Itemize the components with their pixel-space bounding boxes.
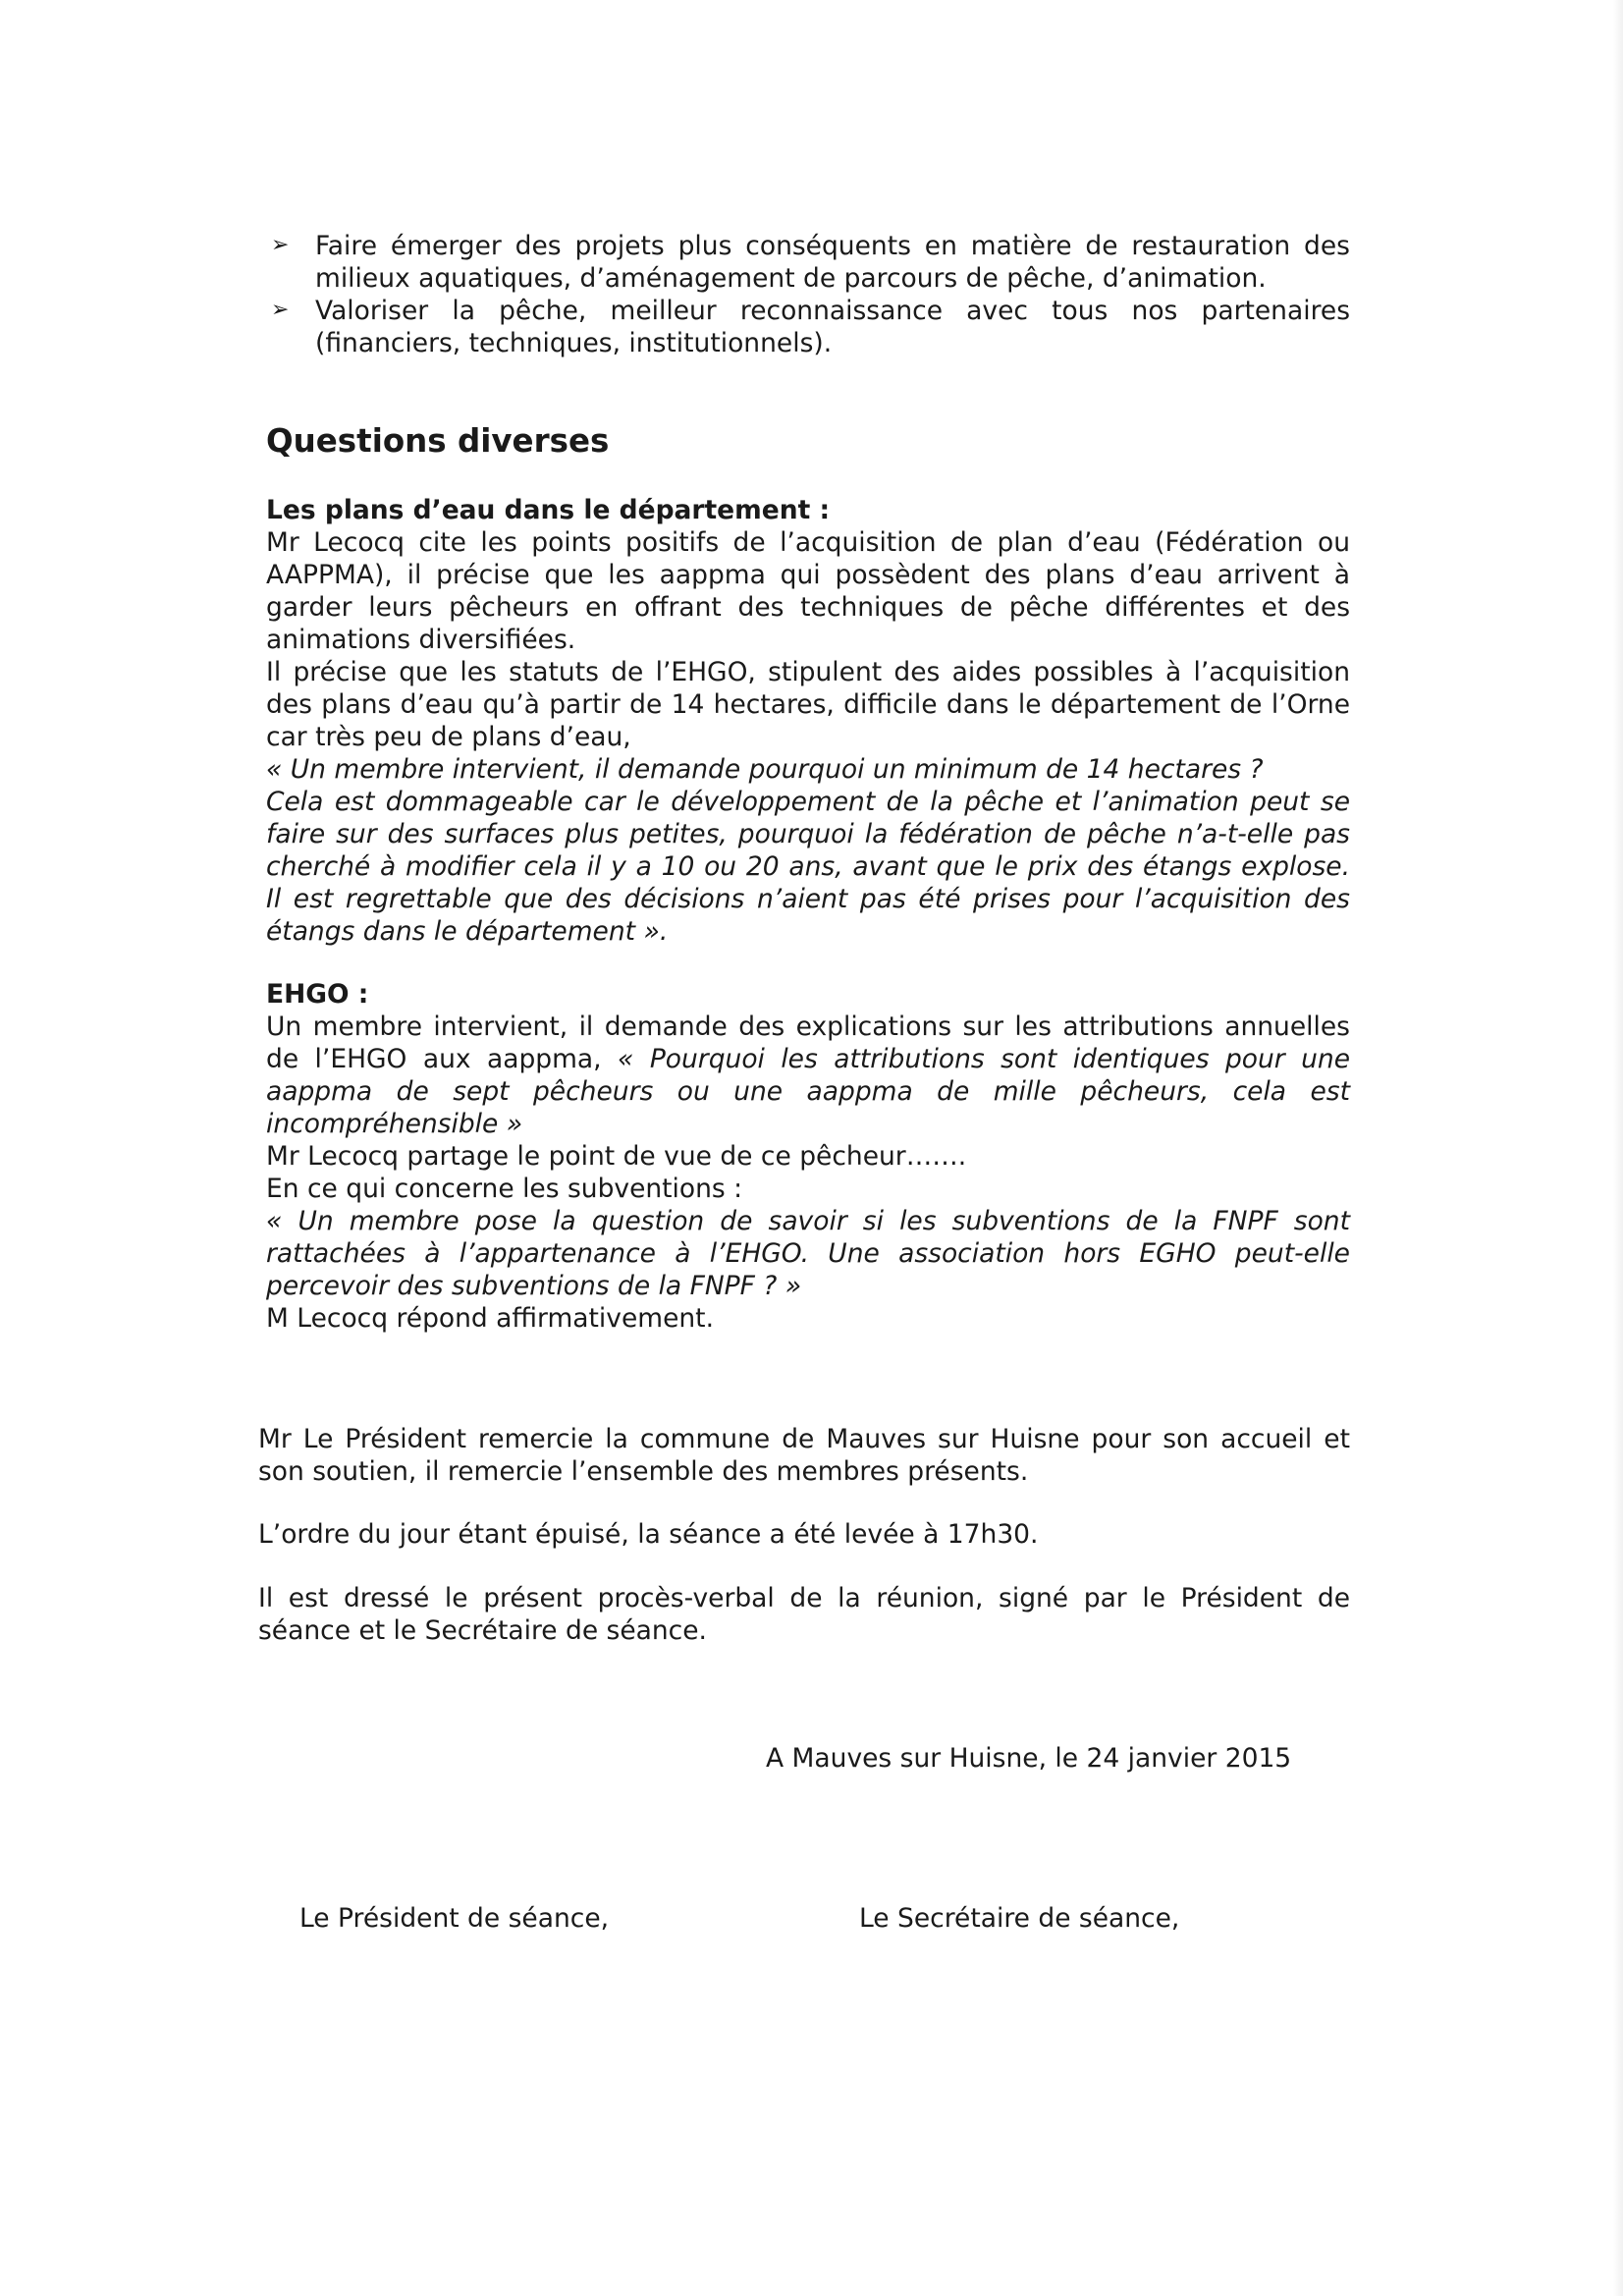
plans-eau-paragraph-2: Il précise que les statuts de l’EHGO, stipulent des aides possibles à l’acquisition des plans d’eau qu’à partir de 14 hectares, difficile dans le département de l’Orne car très peu de plans d’eau, [266, 657, 1350, 752]
closing-thanks: Mr Le Président remercie la commune de Mauves sur Huisne pour son accueil et son soutien, il remercie l’ensemble des membres présents. [258, 1424, 1350, 1487]
ehgo-quote-2: « Un membre pose la question de savoir si les subventions de la FNPF sont rattachées à l’appartenance à l’EHGO. Une association hors EGHO peut-elle percevoir des subventions de la FNPF ? » [266, 1206, 1350, 1301]
scan-edge-shadow [1613, 0, 1623, 2296]
bullet-text: Faire émerger des projets plus conséquents en matière de restauration des milieux aquatiques, d’aménagement de parcours de pêche, d’animation. [315, 231, 1350, 294]
ehgo-quote: « Pourquoi les attributions sont identiques pour une aappma de sept pêcheurs ou une aappma de mille pêcheurs, cela est incompréhensible » [266, 1044, 1350, 1139]
ehgo-intro: Un membre intervient, il demande des explications sur les attributions annuelles de l’EHGO aux aappma, [266, 1011, 1350, 1074]
ehgo-view-line: Mr Lecocq partage le point de vue de ce pêcheur……. [266, 1141, 967, 1172]
arrow-right-bullet-icon: ➢ [271, 298, 290, 322]
ehgo-subventions-line: En ce qui concerne les subventions : [266, 1174, 743, 1204]
signature-secretary: Le Secrétaire de séance, [859, 1903, 1180, 1934]
place-date: A Mauves sur Huisne, le 24 janvier 2015 [766, 1743, 1292, 1774]
ehgo-block [266, 978, 1350, 1335]
plans-eau-block [266, 494, 1350, 948]
ehgo-intro-paragraph [266, 1011, 1350, 1140]
plans-eau-paragraph-1: Mr Lecocq cite les points positifs de l’acquisition de plan d’eau (Fédération ou AAPPMA), il précise que les aappma qui possèdent des plans d’eau arrivent à garder leurs pêcheurs en offrant des techniques de pêche différentes et des animations diversifiées. [266, 527, 1350, 655]
signature-president: Le Président de séance, [299, 1903, 610, 1934]
section-title: Questions diverses [266, 422, 610, 460]
bullet-item [266, 295, 1350, 359]
closing-end: L’ordre du jour étant épuisé, la séance a été levée à 17h30. [258, 1519, 1039, 1550]
arrow-right-bullet-icon: ➢ [271, 233, 290, 257]
bullet-list [266, 230, 1350, 359]
plans-eau-quote-body: Cela est dommageable car le développement de la pêche et l’animation peut se faire sur des surfaces plus petites, pourquoi la fédération de pêche n’a-t-elle pas cherché à modifier cela il y a 10 ou 20 ans, avant que le prix des étangs explose. Il est regrettable que des décisions n’aient pas été prises pour l’acquisition des étangs dans le département ». [266, 787, 1350, 947]
closing-pv: Il est dressé le présent procès-verbal de la réunion, signé par le Président de séance et le Secrétaire de séance. [258, 1583, 1350, 1646]
ehgo-heading: EHGO : [266, 979, 369, 1010]
bullet-text: Valoriser la pêche, meilleur reconnaissance avec tous nos partenaires (financiers, techniques, institutionnels). [315, 296, 1350, 358]
ehgo-answer: M Lecocq répond affirmativement. [266, 1303, 714, 1334]
bullet-item [266, 230, 1350, 295]
plans-eau-quote-line: « Un membre intervient, il demande pourquoi un minimum de 14 hectares ? [266, 754, 1264, 785]
plans-eau-heading: Les plans d’eau dans le département : [266, 495, 831, 525]
